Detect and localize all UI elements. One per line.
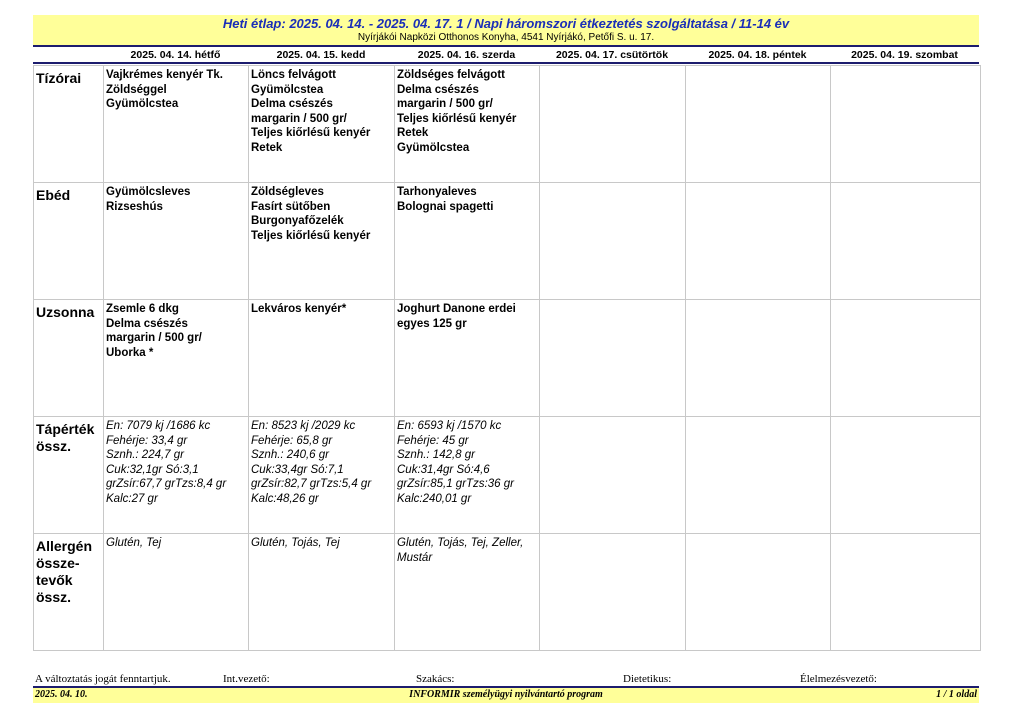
menu-item: En: 8523 kj /2029 kc bbox=[251, 420, 356, 432]
menu-cell bbox=[249, 417, 395, 534]
menu-item: Burgonyafőzelék bbox=[251, 215, 344, 227]
menu-item: margarin / 500 gr/ bbox=[251, 112, 347, 125]
menu-item: Sznh.: 224,7 gr bbox=[106, 449, 184, 461]
menu-item: Teljes kiőrlésű kenyér bbox=[397, 112, 517, 125]
row-label-line: Tápérték bbox=[36, 421, 95, 437]
row-label bbox=[34, 534, 104, 651]
menu-cell bbox=[540, 534, 686, 651]
header-divider bbox=[33, 45, 979, 47]
menu-cell bbox=[395, 417, 540, 534]
menu-row-allergen bbox=[34, 534, 981, 651]
menu-item: grZsír:82,7 grTzs:5,4 gr bbox=[251, 478, 372, 490]
menu-cell bbox=[540, 300, 686, 417]
menu-cell bbox=[104, 66, 249, 183]
menu-cell bbox=[249, 534, 395, 651]
row-label-line: össz. bbox=[36, 438, 72, 454]
menu-cell bbox=[686, 417, 831, 534]
row-label bbox=[34, 417, 104, 534]
menu-item: Joghurt Danone erdei bbox=[397, 303, 516, 315]
menu-title: Heti étlap: 2025. 04. 14. - 2025. 04. 17. 1 / Napi háromszori étkeztetés szolgáltatása / 11-14 év bbox=[222, 16, 790, 31]
day-header: 2025. 04. 17. csütörtök bbox=[555, 49, 669, 61]
menu-item: margarin / 500 gr/ bbox=[397, 98, 493, 110]
menu-item: Glutén, Tej bbox=[106, 537, 162, 549]
menu-item: Sznh.: 240,6 gr bbox=[251, 449, 329, 461]
day-header: 2025. 04. 19. szombat bbox=[851, 49, 958, 61]
menu-cell bbox=[395, 300, 540, 417]
menu-item: Kalc:48,26 gr bbox=[251, 492, 319, 505]
page-number: 1 / 1 oldal bbox=[936, 689, 977, 700]
menu-cell bbox=[686, 534, 831, 651]
szakacs-signature: Szakács: bbox=[416, 673, 455, 685]
int-vezeto-signature: Int.vezető: bbox=[223, 673, 270, 685]
menu-item: Sznh.: 142,8 gr bbox=[397, 449, 475, 461]
menu-item: Delma csészés bbox=[397, 83, 479, 96]
row-label-line: Uzsonna bbox=[36, 304, 95, 320]
menu-item: Rizseshús bbox=[106, 200, 163, 213]
footer-bar bbox=[33, 688, 979, 703]
menu-item: Cuk:33,4gr Só:7,1 bbox=[251, 463, 344, 476]
kitchen-address: Nyírjákói Napközi Otthonos Konyha, 4541 Nyírjákó, Petőfi S. u. 17. bbox=[357, 32, 655, 43]
menu-item: Retek bbox=[397, 127, 429, 139]
menu-item: Lekváros kenyér* bbox=[251, 303, 347, 315]
menu-cell bbox=[686, 300, 831, 417]
menu-cell bbox=[831, 534, 981, 651]
row-label bbox=[34, 66, 104, 183]
menu-item: Cuk:31,4gr Só:4,6 bbox=[397, 463, 490, 476]
menu-cell bbox=[831, 300, 981, 417]
menu-cell bbox=[249, 66, 395, 183]
menu-cell bbox=[395, 534, 540, 651]
menu-item: Glutén, Tojás, Tej bbox=[251, 537, 340, 549]
menu-item: Fehérje: 65,8 gr bbox=[251, 434, 333, 447]
menu-cell bbox=[686, 66, 831, 183]
menu-item: Gyümölcstea bbox=[251, 83, 324, 96]
signature-line bbox=[33, 673, 979, 687]
menu-cell bbox=[831, 66, 981, 183]
menu-item: Löncs felvágott bbox=[251, 69, 336, 81]
menu-cell bbox=[104, 417, 249, 534]
menu-cell bbox=[686, 183, 831, 300]
menu-cell bbox=[104, 300, 249, 417]
menu-cell bbox=[249, 183, 395, 300]
menu-item: Zöldségleves bbox=[251, 186, 324, 198]
menu-item: grZsír:67,7 grTzs:8,4 gr bbox=[106, 478, 227, 490]
menu-item: Retek bbox=[251, 141, 283, 154]
menu-cell bbox=[104, 183, 249, 300]
menu-item: grZsír:85,1 grTzs:36 gr bbox=[397, 478, 514, 490]
menu-item: Teljes kiőrlésű kenyér bbox=[251, 229, 371, 242]
menu-row-tapertek bbox=[34, 417, 981, 534]
menu-item: Mustár bbox=[397, 551, 433, 564]
day-header: 2025. 04. 14. hétfő bbox=[130, 49, 221, 61]
menu-cell bbox=[395, 183, 540, 300]
menu-cell bbox=[540, 417, 686, 534]
menu-item: Uborka * bbox=[106, 346, 154, 359]
menu-item: Fehérje: 33,4 gr bbox=[106, 434, 188, 447]
dietetikus-signature: Dietetikus: bbox=[623, 673, 672, 685]
row-label-line: Allergén bbox=[36, 538, 93, 554]
row-label bbox=[34, 300, 104, 417]
row-label-line: Ebéd bbox=[36, 187, 71, 203]
elelmezesvezeto-signature: Élelmezésvezető: bbox=[800, 673, 877, 685]
menu-item: Teljes kiőrlésű kenyér bbox=[251, 127, 371, 139]
menu-item: Cuk:32,1gr Só:3,1 bbox=[106, 463, 199, 476]
weekly-menu-table bbox=[33, 65, 981, 651]
menu-item: Kalc:240,01 gr bbox=[397, 492, 472, 505]
menu-cell bbox=[540, 183, 686, 300]
menu-item: En: 6593 kj /1570 kc bbox=[397, 420, 502, 432]
menu-item: Delma csészés bbox=[251, 98, 333, 110]
menu-cell bbox=[831, 417, 981, 534]
days-divider bbox=[33, 62, 979, 64]
menu-item: Tarhonyaleves bbox=[397, 186, 477, 198]
menu-item: Zsemle 6 dkg bbox=[106, 303, 179, 315]
menu-cell bbox=[540, 66, 686, 183]
program-name: INFORMIR személyügyi nyilvántartó program bbox=[409, 689, 603, 700]
menu-cell bbox=[831, 183, 981, 300]
menu-item: Fasírt sütőben bbox=[251, 200, 331, 213]
menu-item: Fehérje: 45 gr bbox=[397, 434, 469, 447]
menu-item: Kalc:27 gr bbox=[106, 492, 158, 505]
row-label bbox=[34, 183, 104, 300]
menu-item: Glutén, Tojás, Tej, Zeller, bbox=[397, 537, 524, 549]
menu-cell bbox=[104, 534, 249, 651]
menu-cell bbox=[395, 66, 540, 183]
row-label-line: tevők bbox=[36, 572, 73, 588]
menu-item: Gyümölcsleves bbox=[106, 186, 191, 198]
row-label-line: Tízórai bbox=[36, 70, 82, 86]
menu-item: margarin / 500 gr/ bbox=[106, 332, 202, 344]
print-date: 2025. 04. 10. bbox=[35, 689, 88, 700]
menu-item: Zöldséggel bbox=[106, 83, 167, 96]
row-label-line: össz. bbox=[36, 589, 72, 605]
day-header-row bbox=[33, 48, 979, 62]
menu-header bbox=[33, 15, 979, 45]
menu-item: Gyümölcstea bbox=[397, 141, 470, 154]
day-header: 2025. 04. 15. kedd bbox=[276, 49, 366, 61]
menu-cell bbox=[249, 300, 395, 417]
menu-item: Bolognai spagetti bbox=[397, 200, 494, 213]
day-header: 2025. 04. 18. péntek bbox=[708, 49, 807, 61]
menu-row-tizorai bbox=[34, 66, 981, 183]
menu-item: Delma csészés bbox=[106, 317, 188, 330]
row-label-line: össze- bbox=[36, 555, 80, 571]
menu-item: egyes 125 gr bbox=[397, 317, 467, 330]
menu-item: En: 7079 kj /1686 kc bbox=[106, 420, 211, 432]
menu-row-uzsonna bbox=[34, 300, 981, 417]
menu-item: Vajkrémes kenyér Tk. bbox=[106, 69, 223, 81]
menu-item: Zöldséges felvágott bbox=[397, 69, 505, 81]
menu-row-ebed bbox=[34, 183, 981, 300]
rights-note: A változtatás jogát fenntartjuk. bbox=[35, 673, 171, 685]
menu-item: Gyümölcstea bbox=[106, 98, 179, 110]
day-header: 2025. 04. 16. szerda bbox=[417, 49, 516, 61]
